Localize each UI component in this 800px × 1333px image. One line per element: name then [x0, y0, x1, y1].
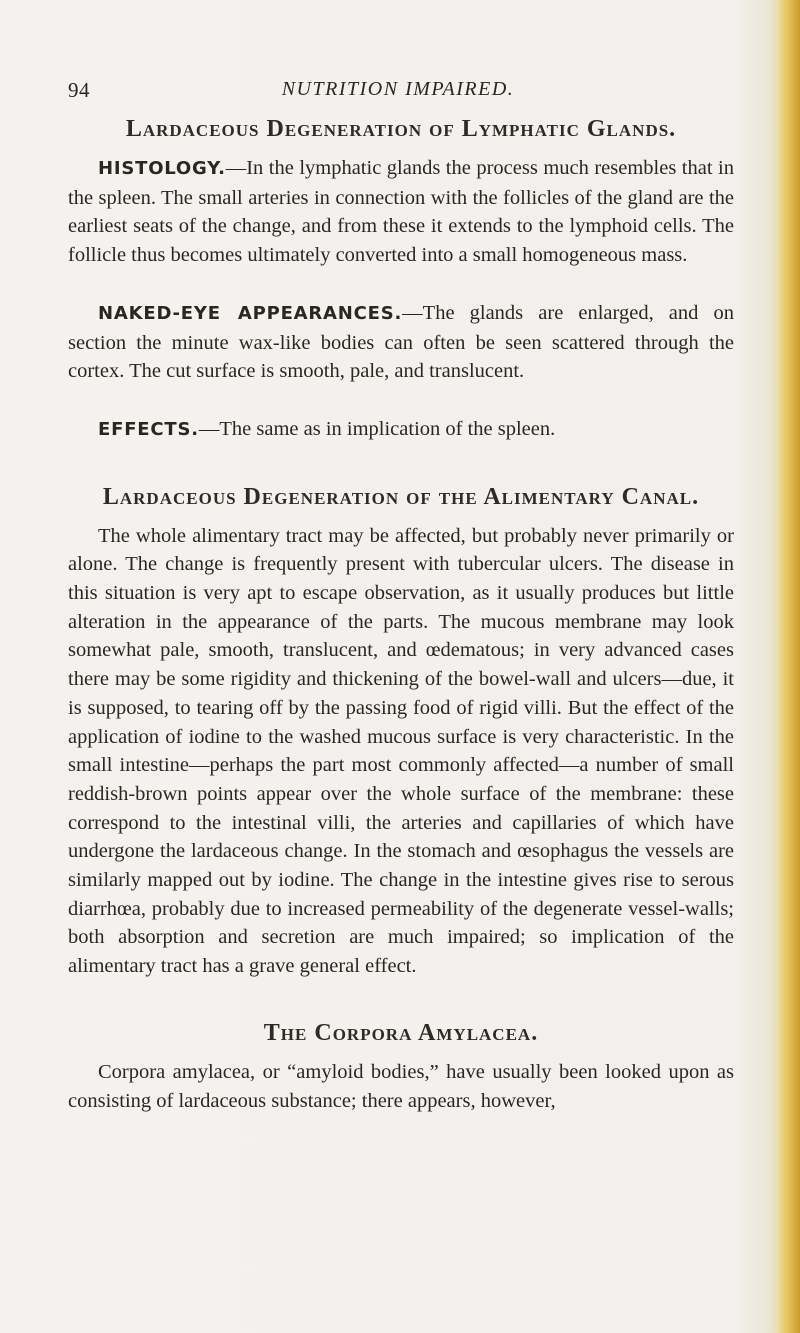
effects-paragraph	[68, 415, 734, 445]
histology-paragraph	[68, 154, 734, 270]
effects-text: —The same as in implication of the spleen.	[198, 417, 556, 440]
effects-heading: EFFECTS.	[98, 418, 199, 440]
naked-eye-text: —The glands are enlarged, and on section the minute wax-like bodies can often be seen scattered through the cortex. The cut surface is smooth, pale, and translucent.	[68, 301, 735, 383]
page-edge	[778, 0, 800, 1333]
section-title-alimentary: Lardaceous Degeneration of the Alimentary Canal.	[102, 483, 700, 510]
running-head: NUTRITION IMPAIRED.	[281, 78, 515, 100]
alimentary-paragraph: The whole alimentary tract may be affected, but probably never primarily or alone. The change is frequently present with tubercular ulcers. The disease in this situation is very apt to escape observation, as it usually produces but little alteration in the appearance of the parts. The mucous membrane may look somewhat pale, smooth, translucent, and œdematous; in very advanced cases there may be some rigidity and thickening of the bowel-wall and ulcers—due, it is supposed, to tearing off by the passing food of rigid villi. But the effect of the application of iodine to the washed mucous surface is very characteristic. In the small intestine—perhaps the part most commonly affected—a number of small reddish-brown points appear over the whole surface of the membrane: these correspond to the intestinal villi, the arteries and capillaries of which have undergone the lardaceous change. In the stomach and œsophagus the vessels are similarly mapped out by iodine. The change in the intestine gives rise to serous diarrhœa, probably due to increased permeability of the degenerate vessel-walls; both absorption and secretion are much impaired; so implication of the alimentary tract has a grave general effect.	[68, 524, 734, 978]
histology-text: —In the lymphatic glands the process much resembles that in the spleen. The small arteries in connection with the follicles of the gland are the earliest seats of the change, and from these it extends to the lymphoid cells. The follicle thus becomes ultimately converted into a small homogeneous mass.	[68, 157, 734, 267]
histology-heading: HISTOLOGY.	[98, 158, 226, 179]
section-title-lymphatic: Lardaceous Degeneration of Lymphatic Glands.	[125, 116, 677, 142]
naked-eye-heading: NAKED-EYE APPEARANCES.	[98, 302, 403, 324]
page-body	[68, 114, 734, 1115]
page-header	[68, 78, 728, 108]
page-number: 94	[68, 78, 90, 102]
corpora-paragraph: Corpora amylacea, or “amyloid bodies,” have usually been looked upon as consisting of lardaceous substance; there appears, however,	[68, 1060, 734, 1112]
section-title-corpora: The Corpora Amylacea.	[263, 1019, 539, 1046]
naked-eye-paragraph	[68, 299, 734, 386]
